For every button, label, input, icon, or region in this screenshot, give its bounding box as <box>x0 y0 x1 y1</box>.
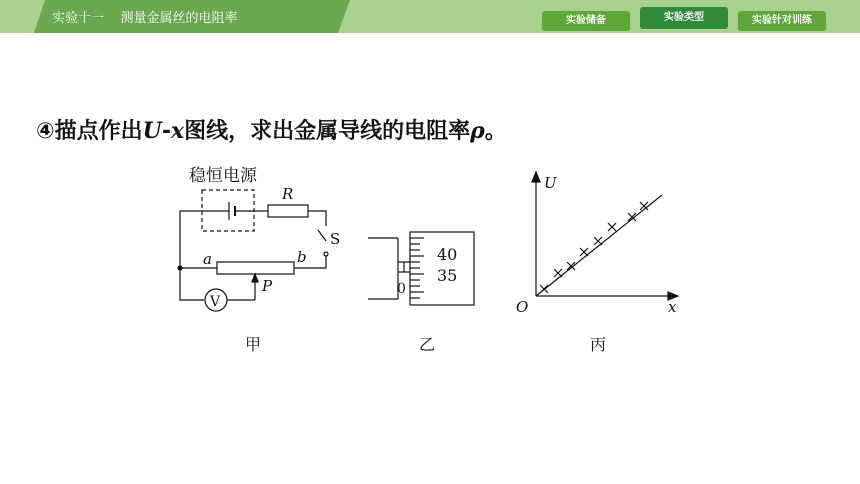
caption-circuit: 甲 <box>245 335 262 354</box>
wire-voltmeter-left <box>180 268 204 300</box>
end-a-label: a <box>203 250 212 268</box>
origin-label: O <box>516 298 529 316</box>
voltmeter-label: V <box>210 294 221 310</box>
step-var-rho: ρ <box>470 118 485 144</box>
wire-top-right <box>308 211 326 226</box>
step-var-x: x <box>170 118 185 144</box>
nav-button-preparation[interactable]: 实验储备 <box>542 11 630 31</box>
switch-contact <box>324 252 328 256</box>
lesson-title: 实验十一 测量金属丝的电阻率 <box>52 11 238 26</box>
step-dash: - <box>161 119 171 144</box>
caption-micrometer: 乙 <box>419 335 436 354</box>
step-marker: ④ <box>36 119 55 144</box>
nav-button-training[interactable]: 实验针对训练 <box>738 11 826 31</box>
resistor-r <box>268 205 308 217</box>
switch-blade <box>318 230 326 241</box>
circuit-diagram <box>178 166 340 311</box>
step-end: 。 <box>484 119 507 144</box>
thimble-label-35: 35 <box>437 266 458 285</box>
source-label: 稳恒电源 <box>189 166 257 186</box>
micrometer-diagram <box>368 232 474 305</box>
switch-label: S <box>330 230 341 248</box>
slider-label: P <box>262 277 273 295</box>
x-axis-label: x <box>668 298 677 316</box>
step-text-after: 图线，求出金属导线的电阻率 <box>184 119 471 144</box>
nav-button-types[interactable]: 实验类型 <box>640 7 728 29</box>
fit-line <box>536 195 662 296</box>
end-b-label: b <box>297 248 307 266</box>
resistor-label: R <box>282 185 294 203</box>
step-text-before: 描点作出 <box>54 119 143 144</box>
y-axis-arrow <box>532 172 540 182</box>
thimble-ticks <box>410 238 424 298</box>
sleeve-zero-label: 0 <box>397 281 406 297</box>
thimble-label-40: 40 <box>437 245 458 264</box>
caption-graph: 丙 <box>590 335 607 354</box>
y-axis-label: U <box>544 174 557 192</box>
metal-wire <box>217 262 294 274</box>
u-x-graph <box>516 172 678 316</box>
step-var-u: U <box>142 118 162 144</box>
slider-arrow <box>252 274 258 282</box>
